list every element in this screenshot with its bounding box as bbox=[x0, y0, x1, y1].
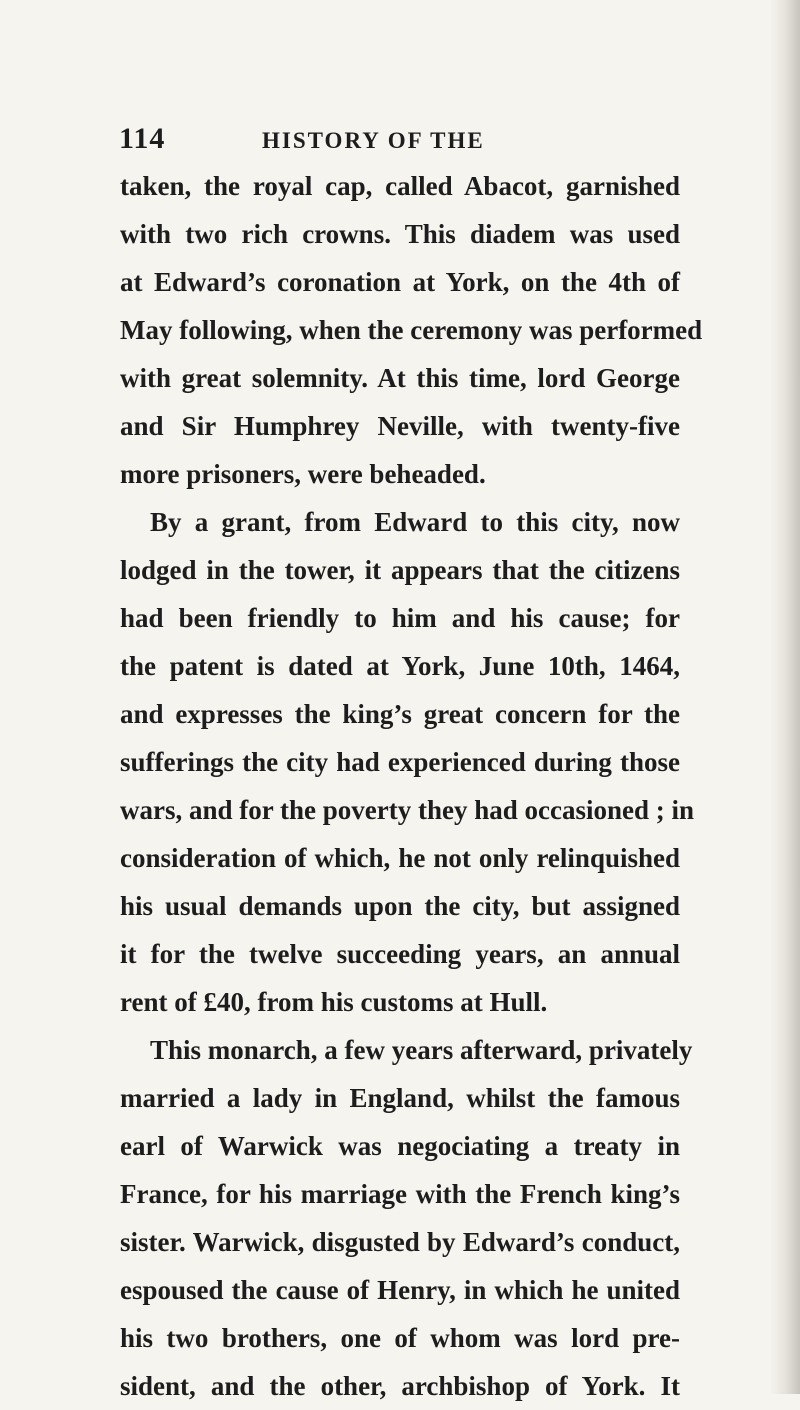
text-line: lodged in the tower, it appears that the citizens bbox=[120, 555, 680, 585]
text-line: married a lady in England, whilst the famous bbox=[120, 1083, 680, 1113]
text-line: with two rich crowns. This diadem was used bbox=[120, 219, 680, 249]
text-line: sister. Warwick, disgusted by Edward’s conduct, bbox=[120, 1227, 680, 1257]
page-number: 114 bbox=[119, 122, 166, 155]
text-line: consideration of which, he not only relinquished bbox=[120, 843, 680, 873]
paragraph-end-line: rent of £40, from his customs at Hull. bbox=[120, 987, 548, 1017]
text-line: wars, and for the poverty they had occasioned ; in bbox=[120, 795, 695, 825]
text-line: and Sir Humphrey Neville, with twenty-five bbox=[120, 411, 680, 441]
paragraph-start-line: By a grant, from Edward to this city, now bbox=[150, 507, 680, 537]
text-line: at Edward’s coronation at York, on the 4th of bbox=[120, 267, 680, 297]
paragraph-start-line: This monarch, a few years afterward, privately bbox=[150, 1035, 693, 1065]
text-line: the patent is dated at York, June 10th, 1464, bbox=[120, 651, 680, 681]
running-head bbox=[119, 122, 679, 158]
text-line: and expresses the king’s great concern for the bbox=[120, 699, 680, 729]
text-line: sident, and the other, archbishop of York. It bbox=[120, 1371, 680, 1401]
text-line: taken, the royal cap, called Abacot, garnished bbox=[120, 171, 680, 201]
running-title: HISTORY OF THE bbox=[262, 128, 485, 153]
text-line: had been friendly to him and his cause; for bbox=[120, 603, 680, 633]
text-line: France, for his marriage with the French king’s bbox=[120, 1179, 680, 1209]
text-line: espoused the cause of Henry, in which he united bbox=[120, 1275, 680, 1305]
text-line: it for the twelve succeeding years, an annual bbox=[120, 939, 680, 969]
text-line: earl of Warwick was negociating a treaty in bbox=[120, 1131, 680, 1161]
text-line: his usual demands upon the city, but assigned bbox=[120, 891, 680, 921]
text-line: sufferings the city had experienced during those bbox=[120, 747, 680, 777]
body-text bbox=[120, 162, 703, 1410]
text-line: May following, when the ceremony was performed bbox=[120, 315, 703, 345]
text-line: his two brothers, one of whom was lord pre- bbox=[120, 1323, 680, 1353]
paragraph-end-line: more prisoners, were beheaded. bbox=[120, 459, 486, 489]
text-line: with great solemnity. At this time, lord George bbox=[120, 363, 680, 393]
